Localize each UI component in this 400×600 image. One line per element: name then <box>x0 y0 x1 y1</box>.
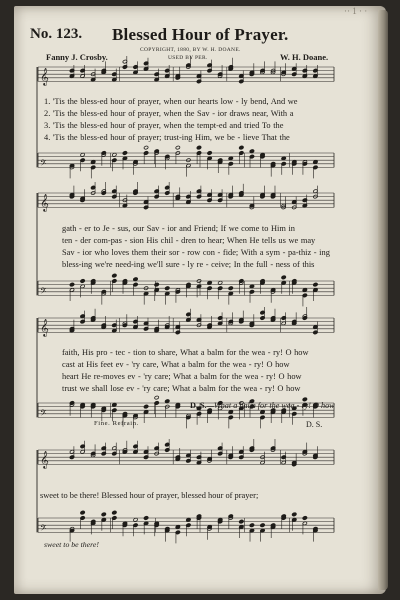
dal-segno-line <box>190 401 335 410</box>
copyright-notice: COPYRIGHT, 1880, BY W. H. DOANE. <box>140 47 241 53</box>
fine-refrain-label: Fine. Refrain. <box>94 420 139 427</box>
verse-line-3: Sav - ior who loves them their sor - row con - fide; With a sym - pa-thiz - ing <box>62 248 330 257</box>
hymn-title: Blessed Hour of Prayer. <box>112 25 289 44</box>
svg-text:𝄢: 𝄢 <box>40 409 47 421</box>
verse-line-3: 3. 'Tis the bless-ed hour of prayer, when the tempt-ed and tried To the <box>44 121 284 130</box>
verse-line-3: heart He re-moves ev - 'ry care; What a balm for the wea - ry! O how <box>62 372 302 381</box>
verse-line-2: cast at His feet ev - 'ry care, What a balm for the wea - ry! O how <box>62 360 290 369</box>
verse-line-1: 1. 'Tis the bless-ed hour of prayer, when our hearts low - ly bend, And we <box>44 97 298 106</box>
dal-segno-mark: D. S. <box>306 420 323 429</box>
usage-notice: USED BY PER. <box>168 55 208 61</box>
dal-segno-label: D. S. <box>190 401 207 410</box>
dal-segno-text: —What a balm for the wea - ry! O how <box>206 401 335 410</box>
hymn-number: No. 123. <box>30 26 83 42</box>
verse-line-2: ten - der com-pas - sion His chil - dren to hear; When He tells us we may <box>62 236 316 245</box>
verse-line-2: 2. 'Tis the bless-ed hour of prayer, when the Sav - ior draws near, With a <box>44 109 294 118</box>
verse-line-4: bless-ing we're need-ing we'll sure - ly re - ceive; In the full - ness of this <box>62 260 315 269</box>
verse-line-4: trust we shall lose ev - 'ry care; What a balm for the wea - ry! O how <box>62 384 301 393</box>
verse-line-1: faith, His pro - tec - tion to share, What a balm for the wea - ry! O how <box>62 348 309 357</box>
svg-text:𝄞: 𝄞 <box>40 318 49 337</box>
lyricist: Fanny J. Crosby. <box>46 52 108 62</box>
composer: W. H. Doane. <box>280 52 329 62</box>
svg-text:𝄢: 𝄢 <box>40 524 47 536</box>
svg-text:𝄞: 𝄞 <box>40 193 49 212</box>
svg-text:𝄢: 𝄢 <box>40 159 47 171</box>
verse-line-1: gath - er to Je - sus, our Sav - ior and Friend; If we come to Him in <box>62 224 295 233</box>
svg-text:𝄢: 𝄢 <box>40 287 47 299</box>
refrain-bass-lyric: sweet to be there! <box>44 540 99 549</box>
svg-text:𝄞: 𝄞 <box>40 450 49 469</box>
refrain-lyric: sweet to be there! Blessed hour of prayer, blessed hour of prayer; <box>40 491 259 500</box>
corner-mark: ·· 1 · · <box>344 6 368 16</box>
verse-line-4: 4. 'Tis the bless-ed hour of prayer; trust-ing Him, we be - lieve That the <box>44 133 290 142</box>
svg-text:𝄞: 𝄞 <box>40 67 49 86</box>
